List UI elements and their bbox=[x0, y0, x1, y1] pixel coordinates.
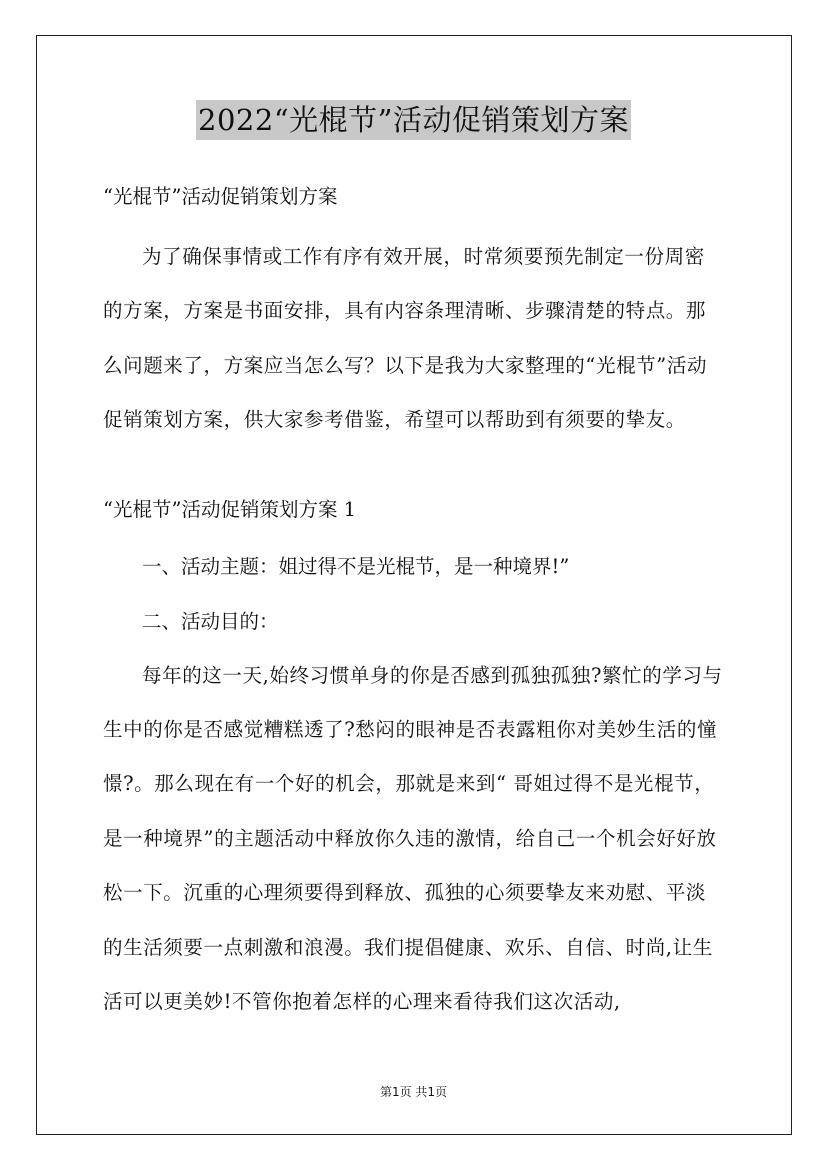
body-paragraph: 每年的这一天,始终习惯单身的你是否感到孤独孤独?繁忙的学习与生中的你是否感觉糟糕透了?愁闷的眼神是否表露粗你对美妙生活的憧憬?。那么现在有一个好的机会，那就是来到“ 哥姐过得不是光棍节，是一种境界”的主题活动中释放你久违的激情，给自己一个机会好好放松一下。沉重的心理须要得到释放、孤独的心须要挚友来劝慰、平淡的生活须要一点刺激和浪漫。我们提倡健康、欢乐、自信、时尚,让生活可以更美妙!不管你抱着怎样的心理来看待我们这次活动, bbox=[103, 663, 723, 1014]
intro-paragraph: 为了确保事情或工作有序有效开展，时常须要预先制定一份周密的方案，方案是书面安排，具有内容条理清晰、步骤清楚的特点。那么问题来了，方案应当怎么写？以下是我为大家整理的“光棍节”活动促销策划方案，供大家参考借鉴，希望可以帮助到有须要的挚友。 bbox=[103, 245, 708, 432]
section-heading: “光棍节”活动促销策划方案 1 bbox=[103, 497, 357, 521]
activity-purpose-heading: 二、活动目的： bbox=[142, 609, 279, 633]
document-body bbox=[103, 176, 723, 1029]
document-subtitle: “光棍节”活动促销策划方案 bbox=[103, 185, 338, 208]
page-footer: 第1页 共1页 bbox=[379, 1085, 448, 1099]
title-container bbox=[0, 100, 827, 140]
activity-theme: 一、活动主题：姐过得不是光棍节，是一种境界!” bbox=[142, 554, 570, 578]
document-title: 2022“光棍节”活动促销策划方案 bbox=[196, 100, 631, 140]
